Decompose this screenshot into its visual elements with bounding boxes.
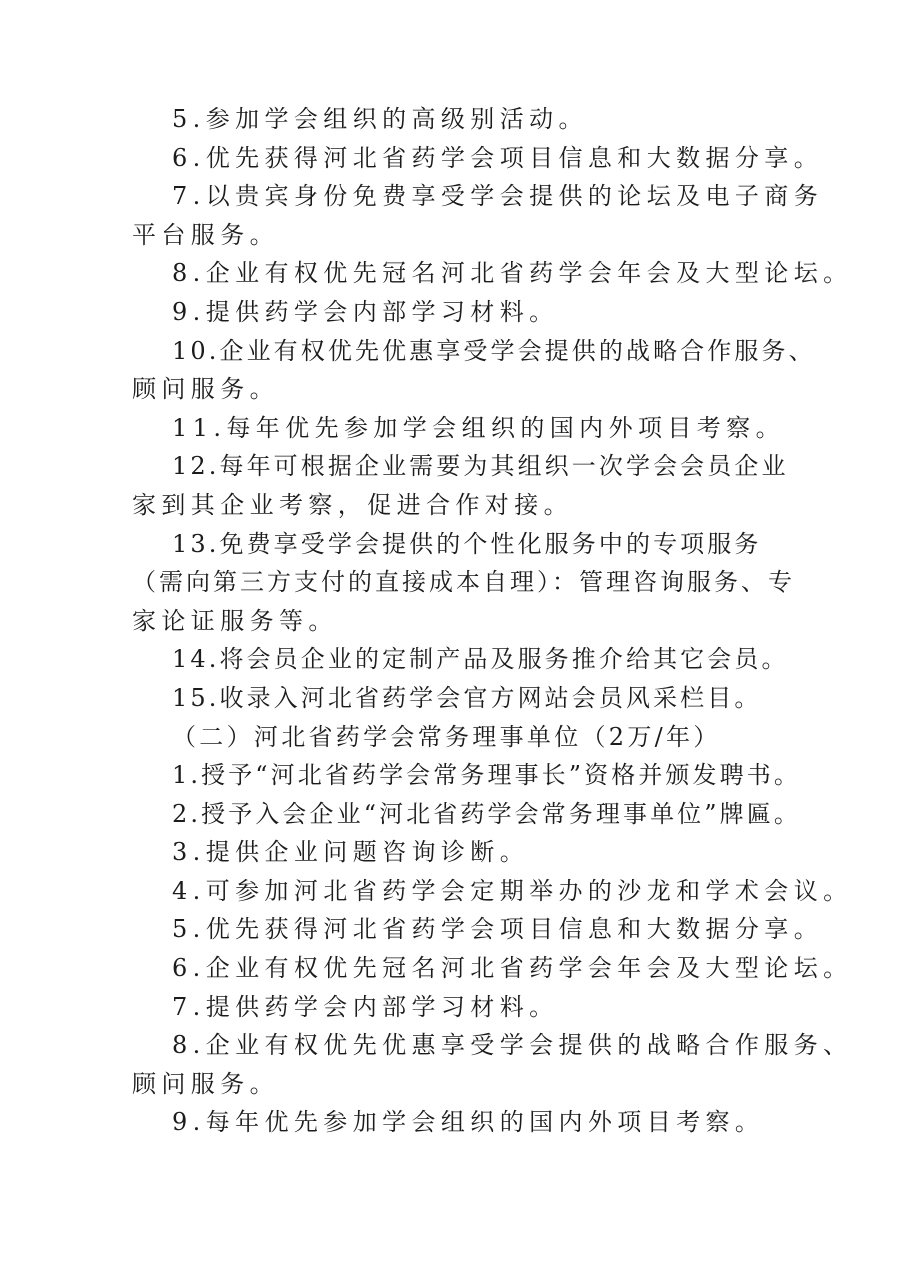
list-item: 7.提供药学会内部学习材料。 — [172, 992, 559, 1021]
list-item: 2.授予入会企业“河北省药学会常务理事单位”牌匾。 — [172, 799, 801, 828]
list-item: 8.企业有权优先优惠享受学会提供的战略合作服务、 — [172, 1031, 853, 1060]
list-item: 10.企业有权优先优惠享受学会提供的战略合作服务、 — [172, 336, 816, 365]
list-item: 1.授予“河北省药学会常务理事长”资格并颁发聘书。 — [172, 761, 801, 790]
list-item-continuation: 家到其企业考察，促进合作对接。 — [132, 490, 573, 519]
list-item-continuation: 平台服务。 — [132, 220, 279, 249]
list-item-continuation: 家论证服务等。 — [132, 606, 338, 635]
list-item: 5.参加学会组织的高级别活动。 — [172, 105, 588, 133]
section-heading: （二）河北省药学会常务理事单位（2万/年） — [172, 722, 721, 751]
list-item: 12.每年可根据企业需要为其组织一次学会会员企业 — [172, 452, 789, 481]
list-item: 6.企业有权优先冠名河北省药学会年会及大型论坛。 — [172, 954, 853, 983]
list-item: 4.可参加河北省药学会定期举办的沙龙和学术会议。 — [172, 876, 853, 905]
list-item-continuation: 顾问服务。 — [132, 1069, 279, 1098]
list-item: 8.企业有权优先冠名河北省药学会年会及大型论坛。 — [172, 259, 853, 288]
list-item-continuation: （需向第三方支付的直接成本自理）：管理咨询服务、专 — [132, 568, 795, 597]
list-item: 3.提供企业问题咨询诊断。 — [172, 838, 530, 867]
list-item-continuation: 顾问服务。 — [132, 375, 279, 404]
list-item: 5.优先获得河北省药学会项目信息和大数据分享。 — [172, 915, 824, 944]
list-item: 9.提供药学会内部学习材料。 — [172, 297, 559, 326]
document-body — [132, 100, 853, 1142]
list-item: 6.优先获得河北省药学会项目信息和大数据分享。 — [172, 143, 824, 172]
list-item: 13.免费享受学会提供的个性化服务中的专项服务 — [172, 529, 762, 558]
list-item: 15.收录入河北省药学会官方网站会员风采栏目。 — [172, 683, 762, 712]
list-item: 11.每年优先参加学会组织的国内外项目考察。 — [172, 413, 785, 442]
list-item: 7.以贵宾身份免费享受学会提供的论坛及电子商务 — [172, 182, 824, 211]
list-item: 9.每年优先参加学会组织的国内外项目考察。 — [172, 1108, 765, 1137]
list-item: 14.将会员企业的定制产品及服务推介给其它会员。 — [172, 645, 789, 674]
